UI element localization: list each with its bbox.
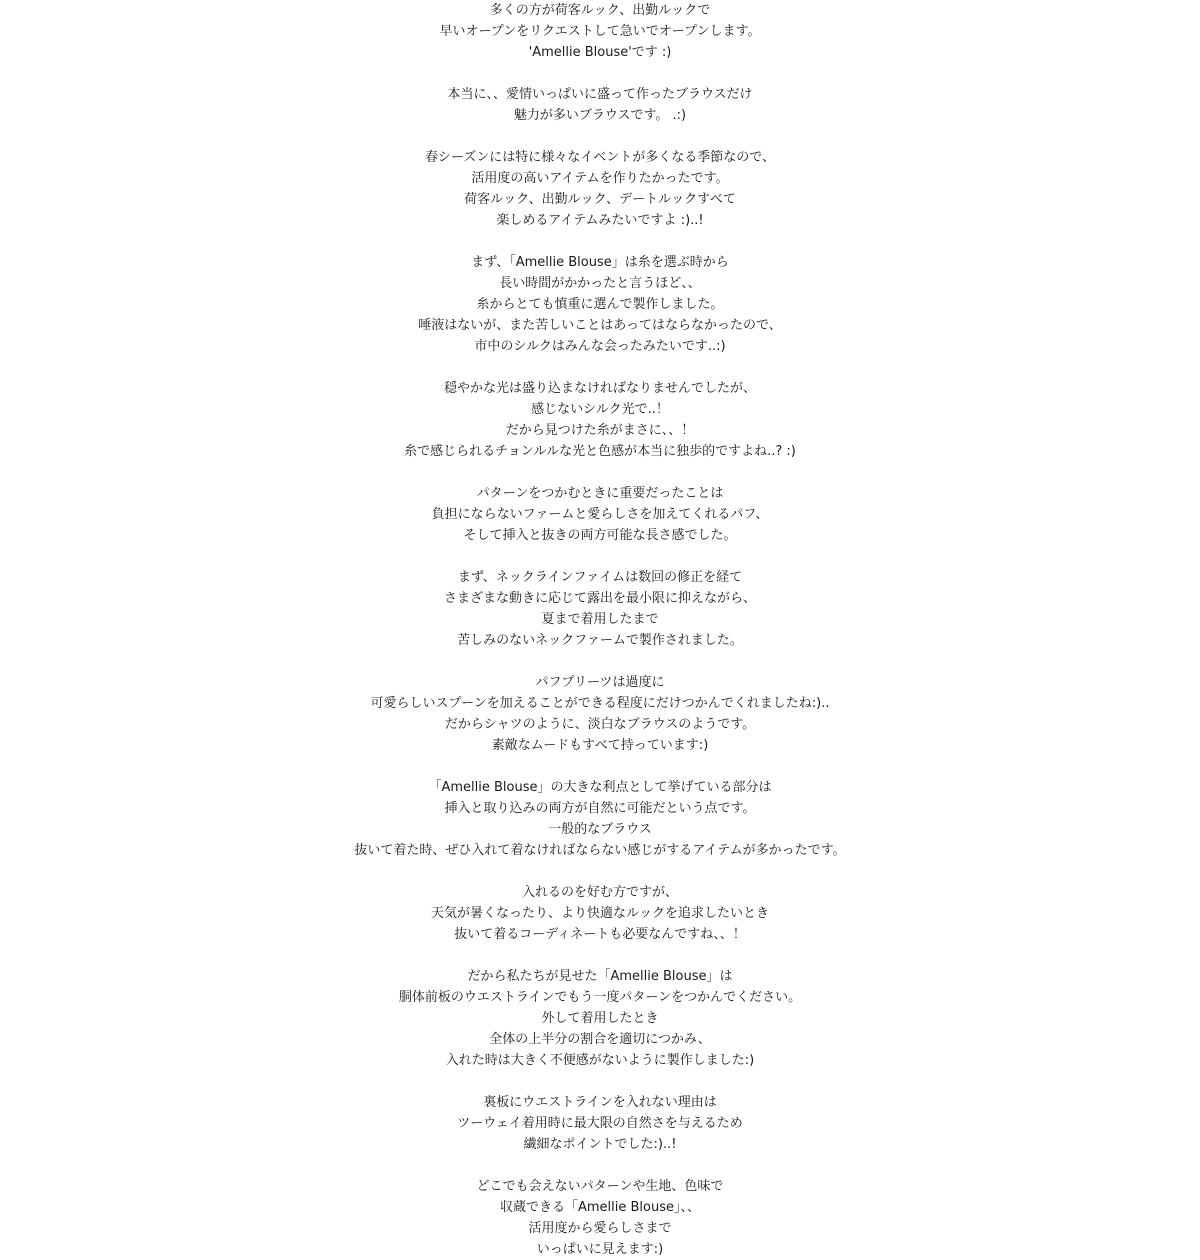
description-line: 魅力が多いブラウスです。 .:) [513, 108, 687, 123]
description-paragraph [0, 567, 1200, 651]
description-line: 穏やかな光は盛り込まなければなりませんでしたが、 [443, 381, 756, 396]
description-line: 早いオープンをリクエストして急いでオープンします。 [439, 24, 761, 39]
description-line: 夏まで着用したまで [541, 612, 659, 627]
description-paragraph [0, 1092, 1200, 1155]
description-line: 抜いて着るコーディネートも必要なんですね、、！ [454, 927, 746, 942]
description-line: だから私たちが見せた「Amellie Blouse」は [467, 969, 733, 984]
description-paragraph [0, 1176, 1200, 1260]
description-line: 全体の上半分の割合を適切につかみ、 [489, 1032, 711, 1047]
description-line: 多くの方が荷客ルック、出勤ルックで [489, 3, 711, 18]
description-line: どこでも会えないパターンや生地、色味で [476, 1179, 724, 1194]
description-paragraph [0, 882, 1200, 945]
description-line: 外して着用したとき [541, 1011, 659, 1026]
description-line: だから見つけた糸がまさに、、！ [505, 423, 695, 438]
description-line: 入れた時は大きく不便感がないように製作しました:) [445, 1053, 755, 1068]
description-line: 素敵なムードもすべて持っています:) [491, 738, 709, 753]
description-paragraph [0, 0, 1200, 63]
description-line: 市中のシルクはみんな会ったみたいです..:) [474, 339, 726, 354]
description-line: 本当に、、愛情いっぱいに盛って作ったブラウスだけ [447, 87, 753, 102]
description-line: まず、「Amellie Blouse」は糸を選ぶ時から [471, 255, 729, 270]
description-line: 収蔵できる「Amellie Blouse」、、 [499, 1200, 700, 1215]
description-line: 負担にならないファームと愛らしさを加えてくれるパフ、 [431, 507, 769, 522]
description-line: パフプリーツは過度に [535, 675, 665, 690]
description-line: いっぱいに見えます:) [536, 1242, 664, 1257]
description-line: 「Amellie Blouse」の大きな利点として挙げている部分は [428, 780, 772, 795]
description-line: 糸からとても慎重に選んで製作しました。 [476, 297, 724, 312]
description-line: 一般的なブラウス [548, 822, 652, 837]
description-line: 'Amellie Blouse'です :) [528, 45, 672, 60]
description-paragraph [0, 672, 1200, 756]
description-line: だからシャツのように、淡白なブラウスのようです。 [444, 717, 756, 732]
description-paragraph [0, 966, 1200, 1071]
description-line: 入れるのを好む方ですが、 [521, 885, 678, 900]
description-line: まず、ネックラインファイムは数回の修正を経て [457, 570, 743, 585]
description-line: 裏板にウエストラインを入れない理由は [483, 1095, 717, 1110]
description-line: ツーウェイ着用時に最大限の自然さを与えるため [457, 1116, 743, 1131]
description-line: 楽しめるアイテムみたいですよ :)..! [496, 213, 704, 228]
description-paragraph [0, 777, 1200, 861]
description-line: 活用度の高いアイテムを作りたかったです。 [471, 171, 729, 186]
description-line: 胴体前板のウエストラインでもう一度パターンをつかんでください。 [398, 990, 802, 1005]
description-line: 苦しみのないネックファームで製作されました。 [457, 633, 743, 648]
description-line: 抜いて着た時、ぜひ入れて着なければならない感じがするアイテムが多かったです。 [354, 843, 846, 858]
description-line: 糸で感じられるチョンルルな光と色感が本当に独歩的ですよね..? :) [404, 444, 796, 459]
description-line: 可愛らしいスプーンを加えることができる程度にだけつかんでくれましたね:).. [370, 696, 830, 711]
description-paragraph [0, 483, 1200, 546]
description-line: 長い時間がかかったと言うほど、、 [499, 276, 701, 291]
description-paragraph [0, 147, 1200, 231]
description-line: 感じないシルク光で..！ [531, 402, 669, 417]
description-line: パターンをつかむときに重要だったことは [476, 486, 724, 501]
description-line: 繊細なポイントでした:)..! [523, 1137, 677, 1152]
description-paragraph [0, 378, 1200, 462]
description-line: さまざまな動きに応じて露出を最小限に抑えながら、 [443, 591, 756, 606]
description-line: 挿入と取り込みの両方が自然に可能だという点です。 [444, 801, 756, 816]
description-line: 春シーズンには特に様々なイベントが多くなる季節なので、 [424, 150, 776, 165]
description-line: 天気が暑くなったり、より快適なルックを追求したいとき [430, 906, 769, 921]
description-line: 活用度から愛らしさまで [528, 1221, 672, 1236]
description-line: 荷客ルック、出勤ルック、デートルックすべて [464, 192, 736, 207]
description-paragraph [0, 252, 1200, 357]
description-paragraph [0, 84, 1200, 126]
description-line: そして挿入と抜きの両方可能な長さ感でした。 [463, 528, 737, 543]
description-line: 唾液はないが、また苦しいことはあってはならなかったので、 [418, 318, 782, 333]
